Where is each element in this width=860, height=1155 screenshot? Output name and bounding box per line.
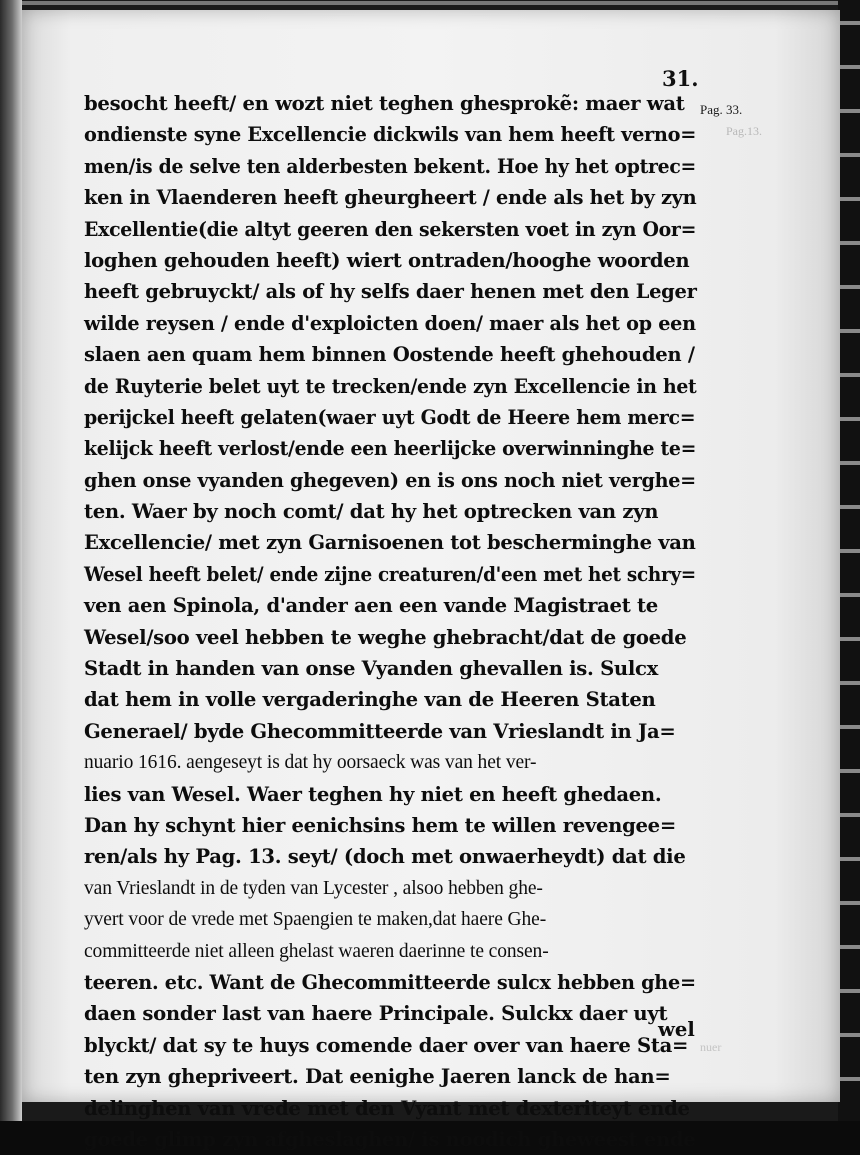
text-line: besocht heeft/ en wozt niet teghen ghesprokẽ: maer wat <box>84 92 685 115</box>
bleed-through-note: Pag.13. <box>726 124 762 138</box>
text-line: ondienste syne Excellencie dickwils van hem heeft verno= <box>84 123 697 147</box>
text-line: kelijck heeft verlost/ende een heerlijcke overwinninghe te= <box>84 437 697 461</box>
text-line: slaen aen quam hem binnen Oostende heeft ghehouden / <box>84 343 695 367</box>
text-line: Excellentie(die altyt geeren den sekersten voet in zyn Oor= <box>84 217 697 241</box>
body-text <box>84 88 696 1155</box>
left-book-edge <box>0 0 22 1121</box>
text-line: yvert voor de vrede met Spaengien te maken,dat haere Ghe- <box>84 909 547 931</box>
text-line: ven aen Spinola, d'ander aen een vande Magistraet te <box>84 594 658 618</box>
text-line: committeerde niet alleen ghelast waeren daerinne te consen- <box>84 940 549 962</box>
text-line: van Vrieslandt in de tyden van Lycester , alsoo hebben ghe- <box>84 877 543 899</box>
text-line: ten zyn ghepriveert. Dat eenighe Jaeren lanck de han= <box>84 1065 671 1089</box>
text-line: loghen gehouden heeft) wiert ontraden/hooghe woorden <box>84 248 690 272</box>
text-line: wilde reysen / ende d'exploicten doen/ maer als het op een <box>84 311 696 335</box>
text-line: ten. Waer by noch comt/ dat hy het optrecken van zyn <box>84 500 659 524</box>
text-line: nuario 1616. aengeseyt is dat hy oorsaeck was van het ver- <box>84 752 537 774</box>
text-line: men/is de selve ten alderbesten bekent. Hoe hy het optrec= <box>84 154 696 178</box>
margin-note: Pag. 33. <box>700 102 743 117</box>
page-number: 31. <box>662 66 699 91</box>
text-line: perijckel heeft gelaten(waer uyt Godt de Heere hem merc= <box>84 405 696 429</box>
text-line: Generael/ byde Ghecommitteerde van Vrieslandt in Ja= <box>84 719 676 743</box>
catchword: wel <box>658 1018 695 1041</box>
text-line: goede glimp zyn afgheslaghen/ is noodich gheweest ende <box>84 1127 696 1151</box>
text-line: lies van Wesel. Waer teghen hy niet en heeft ghedaen. <box>84 782 662 806</box>
text-line: ghen onse vyanden ghegeven) en is ons noch niet verghe= <box>84 468 696 492</box>
text-line: ren/als hy Pag. 13. seyt/ (doch met onwaerheydt) dat die <box>84 845 686 869</box>
text-line: Dan hy schynt hier eenichsins hem te willen revengee= <box>84 813 676 837</box>
text-line: Wesel heeft belet/ ende zijne creaturen/d'een met het schry= <box>84 562 696 586</box>
text-line: Stadt in handen van onse Vyanden ghevallen is. Sulcx <box>84 657 659 681</box>
text-line: Excellencie/ met zyn Garnisoenen tot bescherminghe van <box>84 531 696 555</box>
text-line: dat hem in volle vergaderinghe van de Heeren Staten <box>84 688 656 712</box>
book-page <box>22 10 840 1151</box>
text-line: teeren. etc. Want de Ghecommitteerde sulcx hebben ghe= <box>84 970 696 994</box>
text-line: delinghen van vrede met den Vyant met dexteriteyt ende <box>84 1096 690 1120</box>
text-line: ken in Vlaenderen heeft gheurgheert / ende als het by zyn <box>84 186 697 210</box>
text-line: heeft gebruyckt/ als of hy selfs daer henen met den Leger <box>84 280 697 304</box>
text-line: daen sonder last van haere Principale. Sulckx daer uyt <box>84 1002 668 1026</box>
text-line: de Ruyterie belet uyt te trecken/ende zyn Excellencie in het <box>84 374 697 398</box>
background-grid-strip <box>838 0 860 1121</box>
bleed-through-bottom: nuer <box>700 1040 722 1054</box>
text-line: Wesel/soo veel hebben te weghe ghebracht/dat de goede <box>84 625 687 649</box>
text-line: blyckt/ dat sy te huys comende daer over van haere Sta= <box>84 1033 689 1057</box>
